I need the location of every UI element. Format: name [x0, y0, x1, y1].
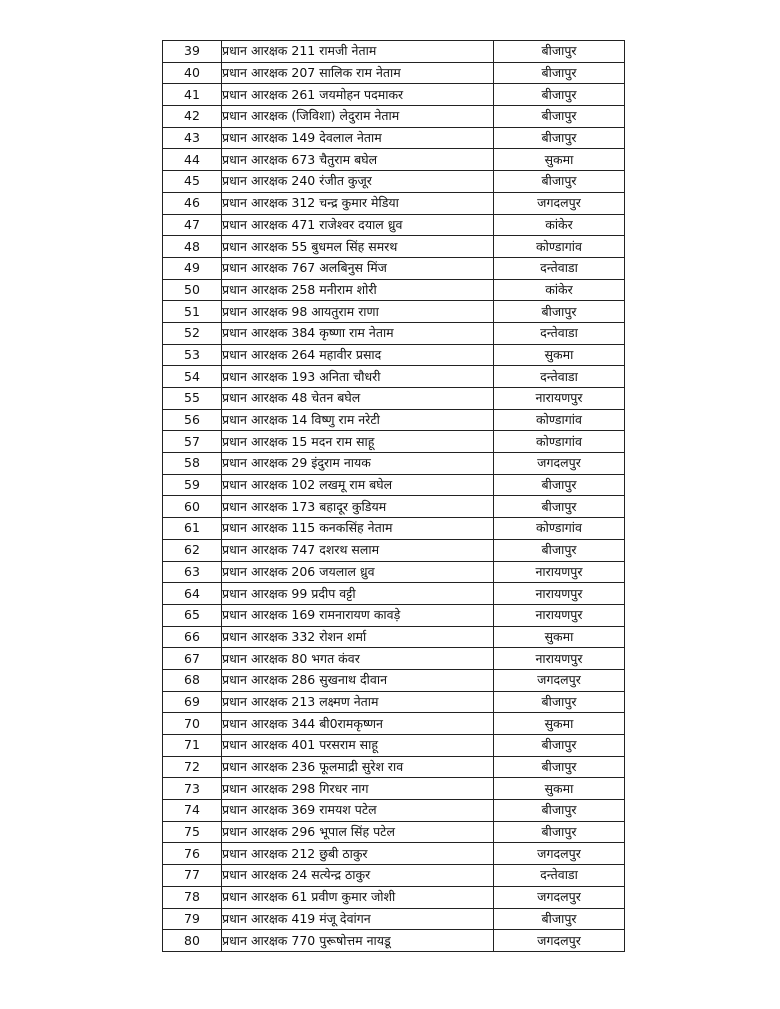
district-cell: सुकमा — [494, 149, 625, 171]
district-cell: दन्तेवाडा — [494, 865, 625, 887]
name-cell: प्रधान आरक्षक 264 महावीर प्रसाद — [222, 344, 494, 366]
name-cell: प्रधान आरक्षक 298 गिरधर नाग — [222, 778, 494, 800]
name-cell: प्रधान आरक्षक 673 चैतुराम बघेल — [222, 149, 494, 171]
district-cell: बीजापुर — [494, 474, 625, 496]
serial-number-cell: 41 — [163, 84, 222, 106]
serial-number-cell: 77 — [163, 865, 222, 887]
name-cell: प्रधान आरक्षक 149 देवलाल नेताम — [222, 127, 494, 149]
name-cell: प्रधान आरक्षक 48 चेतन बघेल — [222, 388, 494, 410]
district-cell: दन्तेवाडा — [494, 257, 625, 279]
name-cell: प्रधान आरक्षक 212 छुबी ठाकुर — [222, 843, 494, 865]
district-cell: बीजापुर — [494, 908, 625, 930]
table-row — [163, 192, 625, 214]
district-cell: कोण्डागांव — [494, 431, 625, 453]
serial-number-cell: 42 — [163, 106, 222, 128]
district-cell: बीजापुर — [494, 127, 625, 149]
district-cell: दन्तेवाडा — [494, 366, 625, 388]
serial-number-cell: 53 — [163, 344, 222, 366]
serial-number-cell: 61 — [163, 518, 222, 540]
serial-number-cell: 62 — [163, 539, 222, 561]
table-row — [163, 236, 625, 258]
table-row — [163, 322, 625, 344]
name-cell: प्रधान आरक्षक 747 दशरथ सलाम — [222, 539, 494, 561]
table-row — [163, 474, 625, 496]
table-row — [163, 648, 625, 670]
table-row — [163, 149, 625, 171]
table-row — [163, 171, 625, 193]
district-cell: जगदलपुर — [494, 192, 625, 214]
table-row — [163, 344, 625, 366]
district-cell: सुकमा — [494, 626, 625, 648]
name-cell: प्रधान आरक्षक 14 विष्णु राम नरेटी — [222, 409, 494, 431]
serial-number-cell: 49 — [163, 257, 222, 279]
table-row — [163, 843, 625, 865]
table-row — [163, 800, 625, 822]
serial-number-cell: 68 — [163, 669, 222, 691]
name-cell: प्रधान आरक्षक 169 रामनारायण कावड़े — [222, 604, 494, 626]
name-cell: प्रधान आरक्षक 419 मंजू देवांगन — [222, 908, 494, 930]
serial-number-cell: 51 — [163, 301, 222, 323]
table-row — [163, 127, 625, 149]
name-cell: प्रधान आरक्षक 99 प्रदीप वट्टी — [222, 583, 494, 605]
table-row — [163, 214, 625, 236]
district-cell: जगदलपुर — [494, 930, 625, 952]
table-row — [163, 388, 625, 410]
name-cell: प्रधान आरक्षक 211 रामजी नेताम — [222, 41, 494, 63]
serial-number-cell: 71 — [163, 735, 222, 757]
district-cell: बीजापुर — [494, 735, 625, 757]
table-row — [163, 106, 625, 128]
district-cell: बीजापुर — [494, 84, 625, 106]
serial-number-cell: 65 — [163, 604, 222, 626]
name-cell: प्रधान आरक्षक 98 आयतुराम राणा — [222, 301, 494, 323]
district-cell: कांकेर — [494, 214, 625, 236]
name-cell: प्रधान आरक्षक 401 परसराम साहू — [222, 735, 494, 757]
name-cell: प्रधान आरक्षक 206 जयलाल ध्रुव — [222, 561, 494, 583]
serial-number-cell: 57 — [163, 431, 222, 453]
table-row — [163, 496, 625, 518]
name-cell: प्रधान आरक्षक 55 बुधमल सिंह समरथ — [222, 236, 494, 258]
name-cell: प्रधान आरक्षक 29 इंदुराम नायक — [222, 453, 494, 475]
serial-number-cell: 52 — [163, 322, 222, 344]
name-cell: प्रधान आरक्षक 80 भगत कंवर — [222, 648, 494, 670]
table-row — [163, 561, 625, 583]
personnel-table — [162, 40, 625, 952]
table-row — [163, 453, 625, 475]
name-cell: प्रधान आरक्षक 332 रोशन शर्मा — [222, 626, 494, 648]
table-row — [163, 279, 625, 301]
table-row — [163, 626, 625, 648]
table-row — [163, 539, 625, 561]
serial-number-cell: 40 — [163, 62, 222, 84]
serial-number-cell: 55 — [163, 388, 222, 410]
district-cell: बीजापुर — [494, 756, 625, 778]
district-cell: नारायणपुर — [494, 648, 625, 670]
table-row — [163, 691, 625, 713]
name-cell: प्रधान आरक्षक 312 चन्द्र कुमार मेडिया — [222, 192, 494, 214]
name-cell: प्रधान आरक्षक 770 पुरूषोत्तम नायडू — [222, 930, 494, 952]
serial-number-cell: 48 — [163, 236, 222, 258]
name-cell: प्रधान आरक्षक 258 मनीराम शोरी — [222, 279, 494, 301]
serial-number-cell: 79 — [163, 908, 222, 930]
serial-number-cell: 75 — [163, 821, 222, 843]
district-cell: नारायणपुर — [494, 561, 625, 583]
table-row — [163, 409, 625, 431]
serial-number-cell: 70 — [163, 713, 222, 735]
name-cell: प्रधान आरक्षक 286 सुखनाथ दीवान — [222, 669, 494, 691]
name-cell: प्रधान आरक्षक 344 बी0रामकृष्णन — [222, 713, 494, 735]
name-cell: प्रधान आरक्षक 240 रंजीत कुजूर — [222, 171, 494, 193]
name-cell: प्रधान आरक्षक 15 मदन राम साहू — [222, 431, 494, 453]
district-cell: कांकेर — [494, 279, 625, 301]
name-cell: प्रधान आरक्षक 24 सत्येन्द्र ठाकुर — [222, 865, 494, 887]
district-cell: नारायणपुर — [494, 604, 625, 626]
district-cell: कोण्डागांव — [494, 236, 625, 258]
serial-number-cell: 80 — [163, 930, 222, 952]
district-cell: कोण्डागांव — [494, 409, 625, 431]
serial-number-cell: 66 — [163, 626, 222, 648]
district-cell: बीजापुर — [494, 496, 625, 518]
table-row — [163, 257, 625, 279]
serial-number-cell: 78 — [163, 886, 222, 908]
serial-number-cell: 63 — [163, 561, 222, 583]
serial-number-cell: 44 — [163, 149, 222, 171]
name-cell: प्रधान आरक्षक (जिविशा) लेदुराम नेताम — [222, 106, 494, 128]
name-cell: प्रधान आरक्षक 369 रामयश पटेल — [222, 800, 494, 822]
table-row — [163, 518, 625, 540]
district-cell: जगदलपुर — [494, 843, 625, 865]
district-cell: बीजापुर — [494, 691, 625, 713]
table-row — [163, 930, 625, 952]
serial-number-cell: 56 — [163, 409, 222, 431]
name-cell: प्रधान आरक्षक 767 अलबिनुस मिंज — [222, 257, 494, 279]
district-cell: जगदलपुर — [494, 453, 625, 475]
serial-number-cell: 54 — [163, 366, 222, 388]
table-row — [163, 713, 625, 735]
table-row — [163, 604, 625, 626]
table-row — [163, 908, 625, 930]
name-cell: प्रधान आरक्षक 61 प्रवीण कुमार जोशी — [222, 886, 494, 908]
table-row — [163, 735, 625, 757]
district-cell: कोण्डागांव — [494, 518, 625, 540]
serial-number-cell: 43 — [163, 127, 222, 149]
table-row — [163, 886, 625, 908]
name-cell: प्रधान आरक्षक 207 सालिक राम नेताम — [222, 62, 494, 84]
serial-number-cell: 64 — [163, 583, 222, 605]
district-cell: बीजापुर — [494, 800, 625, 822]
table-row — [163, 41, 625, 63]
serial-number-cell: 39 — [163, 41, 222, 63]
serial-number-cell: 76 — [163, 843, 222, 865]
table-row — [163, 756, 625, 778]
name-cell: प्रधान आरक्षक 102 लखमू राम बघेल — [222, 474, 494, 496]
table-row — [163, 778, 625, 800]
serial-number-cell: 59 — [163, 474, 222, 496]
district-cell: दन्तेवाडा — [494, 322, 625, 344]
district-cell: बीजापुर — [494, 171, 625, 193]
district-cell: नारायणपुर — [494, 583, 625, 605]
table-row — [163, 366, 625, 388]
table-row — [163, 821, 625, 843]
name-cell: प्रधान आरक्षक 173 बहादूर कुडियम — [222, 496, 494, 518]
district-cell: सुकमा — [494, 778, 625, 800]
table-row — [163, 669, 625, 691]
table-row — [163, 62, 625, 84]
serial-number-cell: 74 — [163, 800, 222, 822]
serial-number-cell: 69 — [163, 691, 222, 713]
district-cell: बीजापुर — [494, 62, 625, 84]
serial-number-cell: 46 — [163, 192, 222, 214]
name-cell: प्रधान आरक्षक 471 राजेश्वर दयाल ध्रुव — [222, 214, 494, 236]
name-cell: प्रधान आरक्षक 296 भूपाल सिंह पटेल — [222, 821, 494, 843]
name-cell: प्रधान आरक्षक 193 अनिता चौधरी — [222, 366, 494, 388]
serial-number-cell: 67 — [163, 648, 222, 670]
table-row — [163, 583, 625, 605]
serial-number-cell: 58 — [163, 453, 222, 475]
serial-number-cell: 47 — [163, 214, 222, 236]
serial-number-cell: 45 — [163, 171, 222, 193]
district-cell: बीजापुर — [494, 301, 625, 323]
district-cell: नारायणपुर — [494, 388, 625, 410]
district-cell: बीजापुर — [494, 106, 625, 128]
serial-number-cell: 72 — [163, 756, 222, 778]
district-cell: बीजापुर — [494, 41, 625, 63]
personnel-table-body — [163, 41, 625, 952]
district-cell: बीजापुर — [494, 821, 625, 843]
name-cell: प्रधान आरक्षक 236 फूलमाद्री सुरेश राव — [222, 756, 494, 778]
serial-number-cell: 60 — [163, 496, 222, 518]
district-cell: जगदलपुर — [494, 669, 625, 691]
name-cell: प्रधान आरक्षक 115 कनकसिंह नेताम — [222, 518, 494, 540]
district-cell: जगदलपुर — [494, 886, 625, 908]
name-cell: प्रधान आरक्षक 384 कृष्णा राम नेताम — [222, 322, 494, 344]
table-row — [163, 865, 625, 887]
name-cell: प्रधान आरक्षक 213 लक्ष्मण नेताम — [222, 691, 494, 713]
district-cell: बीजापुर — [494, 539, 625, 561]
serial-number-cell: 73 — [163, 778, 222, 800]
table-row — [163, 84, 625, 106]
table-row — [163, 431, 625, 453]
district-cell: सुकमा — [494, 344, 625, 366]
table-row — [163, 301, 625, 323]
district-cell: सुकमा — [494, 713, 625, 735]
serial-number-cell: 50 — [163, 279, 222, 301]
name-cell: प्रधान आरक्षक 261 जयमोहन पदमाकर — [222, 84, 494, 106]
